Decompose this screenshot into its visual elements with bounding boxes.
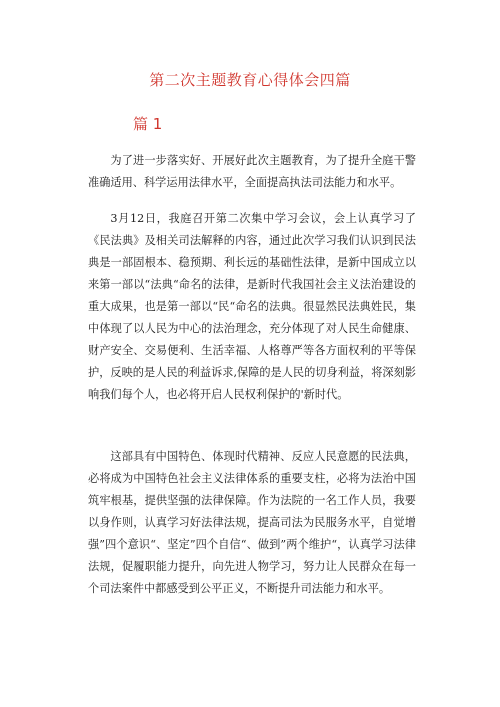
section-heading: 篇 1 bbox=[133, 115, 163, 133]
document-title: 第二次主题教育心得体会四篇 bbox=[149, 71, 351, 89]
paragraph-3: 这部具有中国特色、体现时代精神、反应人民意愿的民法典，必将成为中国特色社会主义法律体系的重要支柱，必将为法治中国筑牢根基，提供坚强的法律保障。作为法院的一名工作人员，我要以身作则，认真学习好法律法规，提高司法为民服务水平，自觉增强”四个意识“、坚定”四个自信“、做到”两个维护“，认真学习法律法规，促履职能力提升，向先进人物学习，努力让人民群众在每一个司法案件中都感受到公平正义，不断提升司法能力和水平。 bbox=[88, 450, 416, 595]
paragraph-1: 为了进一步落实好、开展好此次主题教育，为了提升全庭干警准确适用、科学运用法律水平，全面提高执法司法能力和水平。 bbox=[88, 154, 416, 189]
paragraph-2: 3月12日，我庭召开第二次集中学习会议，会上认真学习了《民法典》及相关司法解释的内容，通过此次学习我们认识到民法典是一部固根本、稳预期、利长远的基础性法律，是新中国成立以来第一部以“法典“命名的法律，是新时代我国社会主义法治建设的重大成果，也是第一部以“民“命名的法典。很显然民法典姓民，集中体现了以人民为中心的法治理念，充分体现了对人民生命健康、财产安全、交易便利、生活幸福、人格尊严等各方面权利的平等保护，反映的是人民的利益诉求,保障的是人民的切身利益，将深刻影响我们每个人，也必将开启人民权利保护的'新时代。 bbox=[88, 212, 416, 401]
